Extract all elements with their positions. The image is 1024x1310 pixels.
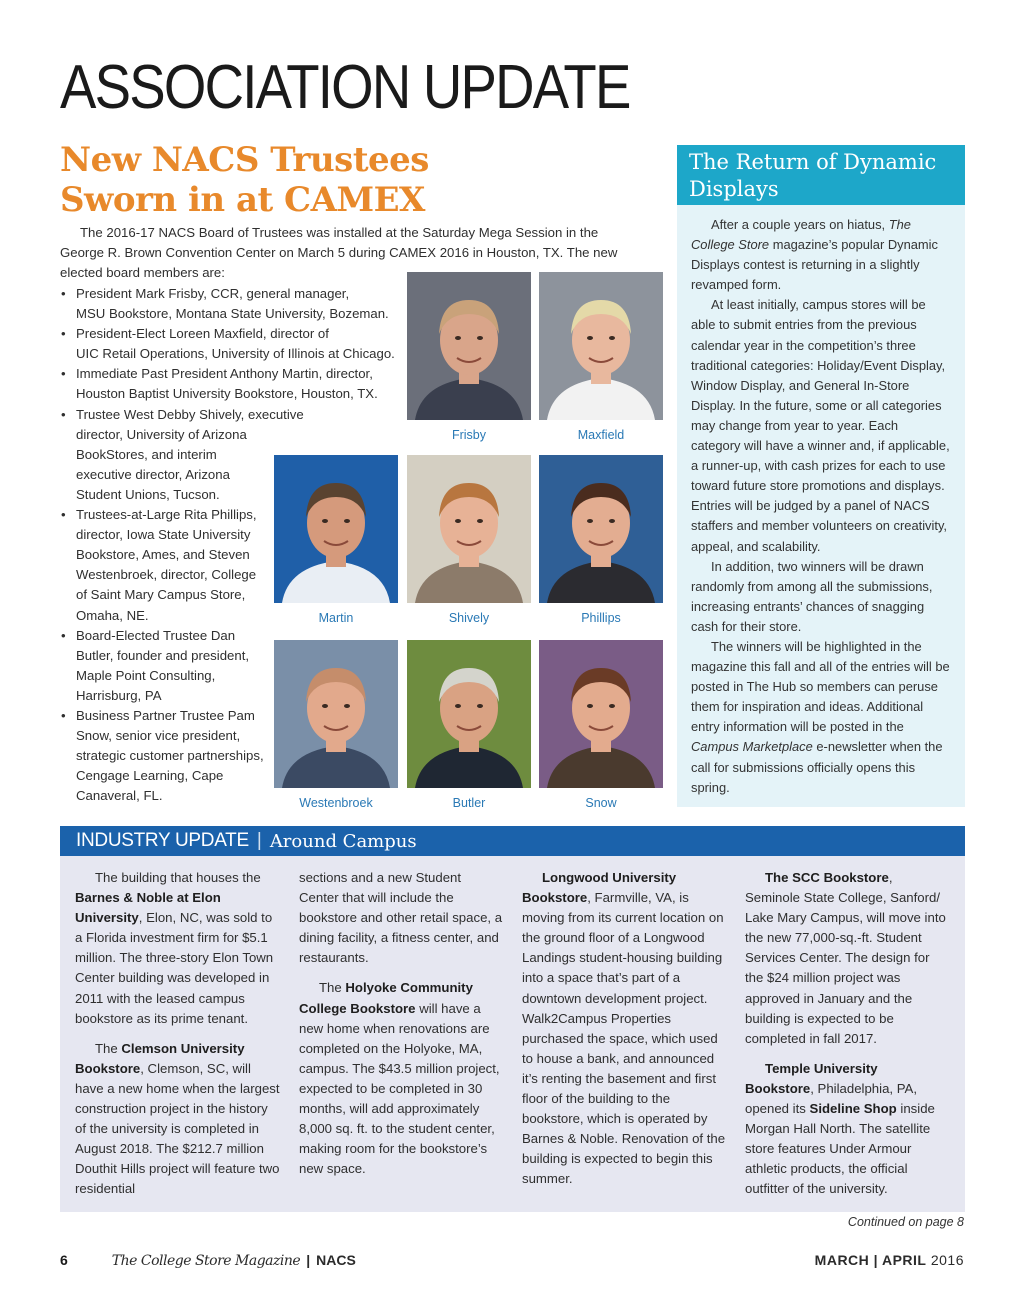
trustee-photo: [407, 640, 531, 788]
portrait-image: [407, 272, 531, 420]
industry-column-3: [522, 868, 727, 1190]
photo-caption: Martin: [318, 611, 354, 625]
photo-caption: Butler: [452, 796, 486, 810]
intro-paragraph: The 2016-17 NACS Board of Trustees was installed at the Saturday Mega Session in the George R. Brown Convention Center on March 5 during CAMEX 2016 in Houston, TX. The new elected board members are:: [60, 225, 618, 281]
trustee-text-line: MSU Bookstore, Montana State University, Bozeman.: [76, 306, 389, 322]
shop-name: Sideline Shop: [809, 1101, 897, 1117]
trustee-text-line: • Immediate Past President Anthony Martin, director,: [76, 366, 373, 382]
sidebar-body: [677, 205, 965, 798]
section-title: ASSOCIATION UPDATE: [60, 53, 630, 122]
news-text: , Farmville, VA, is moving from its current location on the ground floor of a Longwood Landings student-housing building into a space that’s part of a downtown development project. Walk2Campus Properties purchased the space, which used to house a bank, and announced it’s renting the basement and first floor of the building to the bookstore, which is operated by Barnes & Noble. Renovation of the building is expected to begin this summer.: [522, 890, 726, 1187]
trustee-photo-grid: [274, 272, 664, 812]
sidebar-text: magazine’s popular Dynamic Displays contest is returning in a slightly revamped form.: [691, 237, 938, 293]
feature-title: New NACS Trustees Sworn in at CAMEX: [60, 140, 429, 220]
trustee-text-line: Butler, founder and president,: [76, 647, 250, 663]
news-item: [522, 868, 727, 1190]
portrait-image: [539, 272, 663, 420]
trustee-text-line: Westenbroek, director, College: [76, 567, 257, 583]
footer-left: [60, 1252, 356, 1269]
news-text: The: [319, 980, 342, 996]
portrait-image: [274, 455, 398, 603]
news-item: [745, 1059, 950, 1200]
portrait-image: [539, 455, 663, 603]
photo-caption: Westenbroek: [299, 796, 373, 810]
news-text: The: [95, 1040, 118, 1056]
trustee-text-line: Maple Point Consulting,: [76, 667, 216, 683]
sidebar-dynamic-displays: [677, 145, 965, 807]
trustee-text-line: Snow, senior vice president,: [76, 728, 241, 744]
trustee-text-line: • Business Partner Trustee Pam: [76, 707, 255, 723]
issue-months: MARCH | APRIL: [814, 1252, 927, 1268]
sidebar-paragraph: At least initially, campus stores will be able to submit entries from the previous calendar year in the competition’s three traditional categories: Holiday/Event Display, Window Display, and General In-Store Display. In the future, some or all categories may change from year to year. Each category will have a winner and, if applicable, a runner-up, with cash prizes for each to use toward future store promotions and displays. Entries will be judged by a panel of NACS staffers and member volunteers on creativity, appeal, and scalability.: [691, 297, 950, 554]
sidebar-paragraph: [691, 215, 951, 295]
store-name: Temple University Bookstore: [745, 1060, 878, 1096]
industry-column-4: [745, 868, 950, 1200]
industry-update-banner: [60, 826, 965, 856]
around-campus-label: Around Campus: [269, 830, 417, 852]
sidebar-title: The Return of Dynamic Displays: [689, 150, 937, 201]
trustee-text-line: • Board-Elected Trustee Dan: [76, 627, 236, 643]
trustee-text-line: Student Unions, Tucson.: [76, 486, 220, 502]
news-item: [75, 868, 280, 1029]
news-item: [745, 868, 950, 1049]
photo-caption: Frisby: [451, 428, 487, 442]
trustee-text-line: Bookstore, Ames, and Steven: [76, 547, 250, 563]
news-text: The building that houses the: [95, 870, 261, 885]
trustee-photo: [539, 455, 663, 603]
trustee-photo: [539, 640, 663, 788]
store-name: The SCC Bookstore: [765, 870, 889, 885]
trustee-photo: [539, 272, 663, 420]
photo-caption: Snow: [585, 796, 617, 810]
trustee-text-line: Houston Baptist University Bookstore, Houston, TX.: [76, 386, 378, 402]
portrait-image: [274, 640, 398, 788]
trustee-photo: [274, 455, 398, 603]
trustee-text-line: director, University of Arizona: [76, 426, 247, 442]
portrait-image: [539, 640, 663, 788]
banner-separator: |: [256, 830, 262, 851]
portrait-image: [407, 640, 531, 788]
photo-caption: Shively: [448, 611, 490, 625]
trustee-text-line: • Trustees-at-Large Rita Phillips,: [76, 507, 257, 523]
portrait-image: [407, 455, 531, 603]
newsletter-name: Campus Marketplace: [691, 739, 813, 755]
sidebar-paragraph: [691, 637, 951, 798]
trustee-text-line: strategic customer partnerships,: [76, 748, 264, 764]
trustee-text-line: • President-Elect Loreen Maxfield, director of: [76, 326, 329, 342]
store-name: Holyoke Community College Bookstore: [299, 980, 473, 1016]
news-text: inside Morgan Hall North. The satellite store features Under Armour athletic products, the official outfitter of the university.: [745, 1101, 935, 1197]
trustee-photo: [407, 272, 531, 420]
magazine-title: The College Store Magazine: [111, 1253, 301, 1269]
industry-column-2: [299, 868, 504, 1179]
news-text: , Seminole State College, Sanford/ Lake Mary Campus, will move into the new 77,000-sq.-ft. Student Services Center. The design for the $24 million project was approved in January and the building is expected to be completed in fall 2017.: [745, 870, 946, 1046]
footer-separator: |: [306, 1252, 311, 1268]
industry-update-label: INDUSTRY UPDATE: [76, 830, 249, 851]
trustee-photo: [407, 455, 531, 603]
news-item: [75, 1039, 280, 1200]
news-item: sections and a new Student Center that will include the bookstore and other retail space, a dining facility, a fitness center, and restaurants.: [299, 870, 503, 966]
sidebar-header: [677, 145, 965, 205]
trustee-text-line: • President Mark Frisby, CCR, general manager,: [76, 286, 350, 301]
trustee-text-line: Omaha, NE.: [76, 607, 149, 623]
sidebar-text: The winners will be highlighted in the magazine this fall and all of the entries will be posted in The Hub so members can peruse them for inspiration and ideas. Additional entry information will be posted in the: [691, 638, 950, 735]
trustee-text-line: director, Iowa State University: [76, 527, 251, 543]
sidebar-text: After a couple years on hiatus,: [711, 217, 886, 232]
store-name: Longwood University Bookstore: [522, 870, 677, 906]
magazine-name: The College Store: [691, 217, 911, 253]
trustee-text-line: • Trustee West Debby Shively, executive: [76, 406, 304, 422]
photo-caption: Phillips: [581, 611, 621, 625]
footer-issue: [815, 1252, 964, 1268]
photo-caption: Maxfield: [577, 428, 625, 442]
page-number: 6: [60, 1252, 68, 1268]
trustee-text-line: Canaveral, FL.: [76, 788, 163, 804]
industry-column-1: [75, 868, 280, 1200]
issue-year: 2016: [930, 1252, 964, 1268]
trustee-text-line: Cengage Learning, Cape: [76, 768, 224, 784]
news-item: [299, 978, 504, 1179]
trustee-text-line: of Saint Mary Campus Store,: [76, 587, 246, 603]
trustee-text-line: Harrisburg, PA: [76, 687, 162, 703]
news-text: will have a new home when renovations are completed on the Holyoke, MA, campus. The $43.5 million project, expected to be completed in 30 months, will add approximately 8,000 sq. ft. to the student center, making room for the bookstore’s new space.: [299, 1000, 500, 1177]
news-text: , Philadelphia, PA, opened its: [745, 1080, 918, 1117]
sidebar-text: e-newsletter when the call for submissions officially opens this spring.: [691, 739, 943, 795]
trustee-photo: [274, 640, 398, 788]
news-text: , Clemson, SC, will have a new home when the largest construction project in the history of the university is completed in August 2018. The $212.7 million Douthit Hills project will feature two residential: [75, 1060, 280, 1197]
news-text: , Elon, NC, was sold to a Florida investment firm for $5.1 million. The three-story Elon Town Center building was developed in 2011 with the leased campus bookstore as its prime tenant.: [75, 910, 274, 1026]
trustee-text-line: BookStores, and interim: [76, 446, 217, 462]
trustee-text-line: UIC Retail Operations, University of Illinois at Chicago.: [76, 346, 395, 362]
sidebar-paragraph: In addition, two winners will be drawn randomly from among all the submissions, increasing entrants’ chances of snagging cash for their store.: [691, 558, 933, 634]
trustee-text-line: executive director, Arizona: [76, 466, 230, 482]
store-name: Clemson University Bookstore: [75, 1040, 245, 1076]
store-name: Barnes & Noble at Elon University: [75, 890, 221, 926]
footer-org: NACS: [316, 1252, 356, 1268]
continued-note: Continued on page 8: [847, 1215, 964, 1229]
